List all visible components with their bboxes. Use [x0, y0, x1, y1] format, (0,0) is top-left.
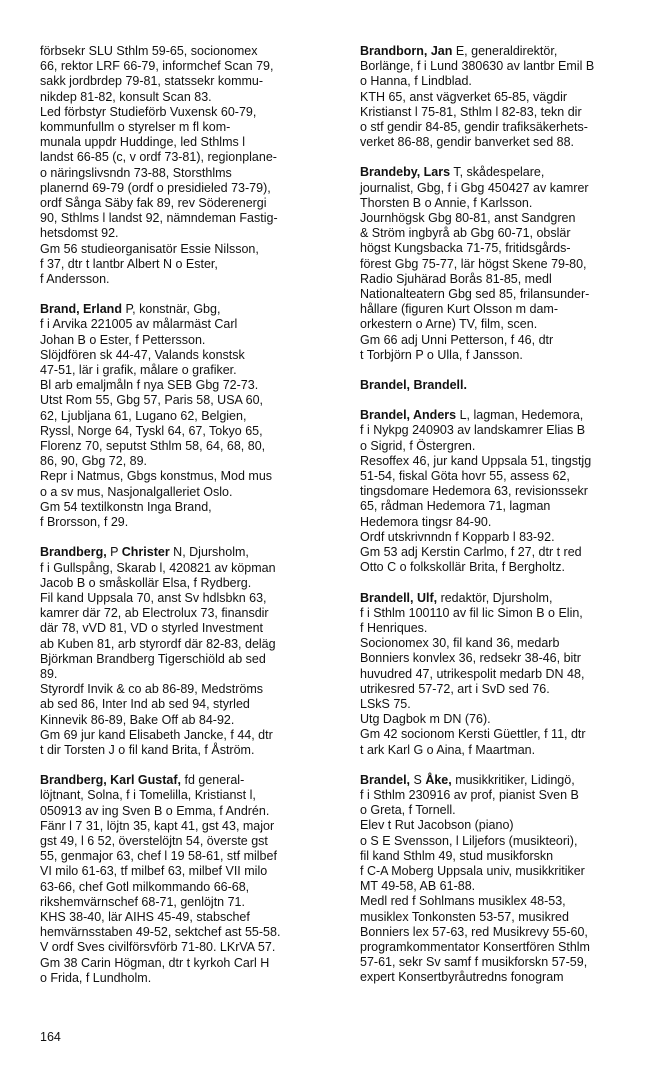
entry-line	[40, 545, 340, 560]
entry-line: Radio Sjuhärad Borås 81-85, medl	[360, 271, 552, 286]
entry-line: o näringslivsndn 73-88, Storsthlms	[40, 165, 232, 180]
entry-line: Gm 38 Carin Högman, dtr t kyrkoh Carl H	[40, 955, 270, 970]
entry-name-initial: P	[106, 545, 122, 560]
entry-line: Repr i Natmus, Gbgs konstmus, Mod mus	[40, 469, 273, 484]
left-column-entry	[40, 545, 340, 758]
entry-line: Florenz 70, seputst Sthlm 58, 64, 68, 80,	[40, 439, 266, 454]
entry-line: o Frida, f Lundholm.	[40, 970, 152, 985]
entry-line: sakk jordbrdep 79-81, statssekr kommu-	[40, 74, 264, 89]
entry-line: f i Sthlm 100110 av fil lic Simon B o Elin,	[360, 605, 583, 620]
right-column	[360, 44, 660, 1001]
entry-line: förest Gbg 75-77, lär högst Skene 79-80,	[360, 256, 587, 271]
entry-line: ordf Sånga Säby fak 89, rev Söderenergi	[40, 196, 267, 211]
entry-name: Brandeby, Lars	[360, 165, 451, 180]
entry-line: MT 49-58, AB 61-88.	[360, 879, 476, 894]
entry-line: Resoffex 46, jur kand Uppsala 51, tingstjg	[360, 453, 592, 468]
entry-line: Styrordf Invik & co ab 86-89, Medströms	[40, 682, 264, 697]
entry-line: planernd 69-79 (ordf o presidieled 73-79),	[40, 180, 271, 195]
entry-text: L, lagman, Hedemora,	[456, 408, 584, 423]
entry-name: Brandel, Anders	[360, 408, 457, 423]
entry-line: kommunfullm o styrelser m fl kom-	[40, 120, 231, 135]
entry-line: löjtnant, Solna, f i Tomelilla, Kristianst l,	[40, 788, 256, 803]
entry-line: f Andersson.	[40, 272, 110, 287]
entry-name: Brand, Erland	[40, 302, 122, 317]
entry-line: Fänr l 7 31, löjtn 35, kapt 41, gst 43, major	[40, 818, 275, 833]
entry-line: f 37, dtr t lantbr Albert N o Ester,	[40, 256, 218, 271]
entry-name-given: Christer	[121, 545, 170, 560]
entry-line: f i Nykpg 240903 av landskamrer Elias B	[360, 423, 586, 438]
entry-line	[40, 773, 340, 788]
entry-line: t Torbjörn P o Ulla, f Jansson.	[360, 347, 523, 362]
entry-line: Bonniers konvlex 36, redsekr 38-46, bitr	[360, 651, 581, 666]
entry-line: 90, Sthlms l landst 92, nämndeman Fastig-	[40, 211, 278, 226]
entry-line	[40, 302, 340, 317]
entry-line	[360, 44, 660, 59]
entry-line: Kinnevik 86-89, Bake Off ab 84-92.	[40, 712, 235, 727]
entry-line: Utg Dagbok m DN (76).	[360, 712, 491, 727]
entry-line: hemvärnsstaben 49-52, sektchef ast 55-58.	[40, 925, 281, 940]
entry-line: 51-54, fiskal Göta hovr 55, assess 62,	[360, 469, 570, 484]
entry-line: Kristianst l 75-81, Sthlm l 82-83, tekn dir	[360, 104, 582, 119]
entry-line: 86, 90, Gbg 72, 89.	[40, 454, 148, 469]
entry-text: redaktör, Djursholm,	[437, 590, 553, 605]
entry-name: Brandberg,	[40, 545, 107, 560]
entry-line: f i Gullspång, Skarab l, 420821 av köpman	[40, 560, 276, 575]
entry-line: orkestern o Arne) TV, film, scen.	[360, 317, 538, 332]
entry-line: o Greta, f Tornell.	[360, 803, 456, 818]
entry-line: Fil kand Uppsala 70, anst Sv hdlsbkn 63,	[40, 590, 267, 605]
entry-line: Ryssl, Norge 64, Tyskl 64, 67, Tokyo 65,	[40, 423, 263, 438]
entry-line	[360, 773, 660, 788]
left-column-entry	[40, 773, 340, 986]
right-column-entry	[360, 591, 660, 758]
entry-line: 55, genmajor 63, chef l 19 58-61, stf milbef	[40, 849, 277, 864]
entry-line: t dir Torsten J o fil kand Brita, f Åström.	[40, 742, 255, 757]
left-column	[40, 44, 340, 1001]
entry-line: 050913 av ing Sven B o Emma, f Andrén.	[40, 803, 270, 818]
entry-line: ab sed 86, Inter Ind ab sed 94, styrled	[40, 697, 250, 712]
entry-line: Ordf utskrivnndn f Kopparb l 83-92.	[360, 529, 555, 544]
entry-line: V ordf Sves civilförsvförb 71-80. LKrVA 57.	[40, 940, 276, 955]
entry-line: f Henriques.	[360, 620, 428, 635]
entry-line: 57-61, sekr Sv samf f musikforskn 57-59,	[360, 955, 588, 970]
entry-line: Otto C o folkskollär Brita, f Bergholtz.	[360, 560, 565, 575]
right-column-entry	[360, 378, 660, 393]
entry-line	[360, 408, 660, 423]
entry-line: 66, rektor LRF 66-79, informchef Scan 79,	[40, 59, 274, 74]
entry-text: T, skådespelare,	[450, 165, 545, 180]
entry-line: f i Sthlm 230916 av prof, pianist Sven B	[360, 787, 579, 802]
entry-line: Jacob B o småskollär Elsa, f Rydberg.	[40, 575, 252, 590]
entry-line: Hedemora tingsr 84-90.	[360, 514, 492, 529]
entry-line: Borlänge, f i Lund 380630 av lantbr Emil B	[360, 59, 595, 74]
entry-line: tingsdomare Hedemora 63, revisionssekr	[360, 484, 588, 499]
entry-line: 47-51, lär i grafik, målare o grafiker.	[40, 363, 237, 378]
entry-line: hållare (figuren Kurt Olsson m dam-	[360, 302, 558, 317]
entry-line: Bonniers lex 57-63, red Musikrevy 55-60,	[360, 924, 588, 939]
entry-text: E, generaldirektör,	[452, 44, 558, 58]
entry-text: fd general-	[181, 773, 245, 788]
right-column-entry	[360, 44, 660, 150]
section-heading: Brandel, Brandell.	[360, 378, 467, 393]
entry-line: 62, Ljubljana 61, Lugano 62, Belgien,	[40, 408, 247, 423]
entry-line: Gm 54 textilkonstn Inga Brand,	[40, 499, 212, 514]
entry-line	[360, 165, 660, 180]
entry-line: 89.	[40, 666, 58, 681]
entry-line: Johan B o Ester, f Pettersson.	[40, 332, 206, 347]
entry-line: 65, rådman Hedemora 71, lagman	[360, 499, 551, 514]
entry-line: Bl arb emaljmåln f nya SEB Gbg 72-73.	[40, 378, 259, 393]
entry-line: Gm 56 studieorganisatör Essie Nilsson,	[40, 241, 259, 256]
entry-line: f C-A Moberg Uppsala univ, musikkritiker	[360, 863, 585, 878]
entry-line: programkommentator Konsertfören Sthlm	[360, 939, 590, 954]
entry-line: VI milo 61-63, tf milbef 63, milbef VII milo	[40, 864, 268, 879]
entry-text: musikkritiker, Lidingö,	[451, 772, 575, 787]
entry-line: högst Kungsbacka 71-75, fritidsgårds-	[360, 241, 571, 256]
entry-line: LSkS 75.	[360, 696, 411, 711]
entry-line: ab Kuben 81, arb styrordf där 82-83, deläg	[40, 636, 276, 651]
entry-line: Socionomex 30, fil kand 36, medarb	[360, 636, 560, 651]
entry-line: Slöjdfören sk 44-47, Valands konstsk	[40, 347, 245, 362]
entry-line: Gm 69 jur kand Elisabeth Jancke, f 44, dtr	[40, 727, 273, 742]
entry-line: munala uppdr Huddinge, led Sthlms l	[40, 135, 245, 150]
entry-line: landst 66-85 (c, v ordf 73-81), regionplane-	[40, 150, 277, 165]
entry-line: fil kand Sthlm 49, stud musikforskn	[360, 848, 554, 863]
entry-line: o Sigrid, f Östergren.	[360, 438, 476, 453]
left-column-entry	[40, 302, 340, 530]
entry-line: Elev t Rut Jacobson (piano)	[360, 818, 514, 833]
entry-line: expert Konsertbyråutredns fonogram	[360, 970, 564, 985]
entry-line: verket 86-88, gendir banverket sed 88.	[360, 135, 575, 150]
entry-line: o Hanna, f Lindblad.	[360, 74, 472, 89]
entry-line: 63-66, chef Gotl milkommando 66-68,	[40, 879, 250, 894]
entry-line: f i Arvika 221005 av målarmäst Carl	[40, 317, 238, 332]
entry-name: Brandberg, Karl Gustaf,	[40, 773, 181, 788]
entry-line: Björkman Brandberg Tigerschiöld ab sed	[40, 651, 266, 666]
entry-line: nikdep 81-82, konsult Scan 83.	[40, 89, 212, 104]
entry-line: rikshemvärnschef 68-71, genlöjtn 71.	[40, 894, 245, 909]
entry-line: & Ström ingbyrå ab Gbg 60-71, obslär	[360, 226, 571, 241]
entry-line: f Brorsson, f 29.	[40, 515, 129, 530]
right-column-entry	[360, 773, 660, 986]
entry-line: gst 49, l 6 52, överstelöjtn 54, överste gst	[40, 833, 268, 848]
entry-line: Gm 53 adj Kerstin Carlmo, f 27, dtr t red	[360, 545, 582, 560]
entry-line: Gm 42 socionom Kersti Güettler, f 11, dtr	[360, 727, 586, 742]
right-column-entry	[360, 408, 660, 575]
entry-line: Utst Rom 55, Gbg 57, Paris 58, USA 60,	[40, 393, 264, 408]
entry-line: KTH 65, anst vägverket 65-85, vägdir	[360, 89, 568, 104]
entry-line: Medl red f Sohlmans musiklex 48-53,	[360, 894, 566, 909]
entry-line: där 78, vVD 81, VD o styrled Investment	[40, 621, 264, 636]
page-number: 164	[40, 1030, 61, 1044]
entry-line: Journhögsk Gbg 80-81, anst Sandgren	[360, 211, 576, 226]
entry-line: KHS 38-40, lär AIHS 45-49, stabschef	[40, 909, 250, 924]
entry-name-given: Åke,	[425, 772, 452, 787]
entry-line	[360, 591, 660, 606]
entry-name-initial: S	[410, 772, 426, 787]
entry-name: Brandel,	[360, 772, 411, 787]
entry-line: Gm 66 adj Unni Petterson, f 46, dtr	[360, 332, 554, 347]
entry-text: N, Djursholm,	[169, 545, 249, 560]
entry-line: förbsekr SLU Sthlm 59-65, socionomex	[40, 44, 258, 58]
entry-line: t ark Karl G o Aina, f Maartman.	[360, 742, 536, 757]
entry-line: Thorsten B o Annie, f Karlsson.	[360, 195, 533, 210]
left-column-entry	[40, 44, 340, 287]
entry-line: kamrer där 72, ab Electrolux 73, finansdir	[40, 606, 269, 621]
entry-name: Brandborn, Jan	[360, 44, 453, 58]
entry-name: Brandell, Ulf,	[360, 590, 438, 605]
entry-line: hetsdomst 92.	[40, 226, 119, 241]
entry-line: o a sv mus, Nasjonalgalleriet Oslo.	[40, 484, 233, 499]
entry-line: o stf gendir 84-85, gendir trafiksäkerhets-	[360, 120, 588, 135]
entry-line: o S E Svensson, l Liljefors (musikteori),	[360, 833, 578, 848]
entry-line: Nationalteatern Gbg sed 85, frilansunder-	[360, 287, 590, 302]
entry-line: musiklex Tonkonsten 53-57, musikred	[360, 909, 569, 924]
entry-line: Led förbstyr Studieförb Vuxensk 60-79,	[40, 104, 257, 119]
entry-line: journalist, Gbg, f i Gbg 450427 av kamrer	[360, 180, 589, 195]
entry-text: P, konstnär, Gbg,	[121, 302, 221, 317]
entry-line: huvudred 47, utrikespolit medarb DN 48,	[360, 666, 585, 681]
entry-line: utrikesred 57-72, art i SvD sed 76.	[360, 681, 550, 696]
right-column-entry	[360, 165, 660, 363]
